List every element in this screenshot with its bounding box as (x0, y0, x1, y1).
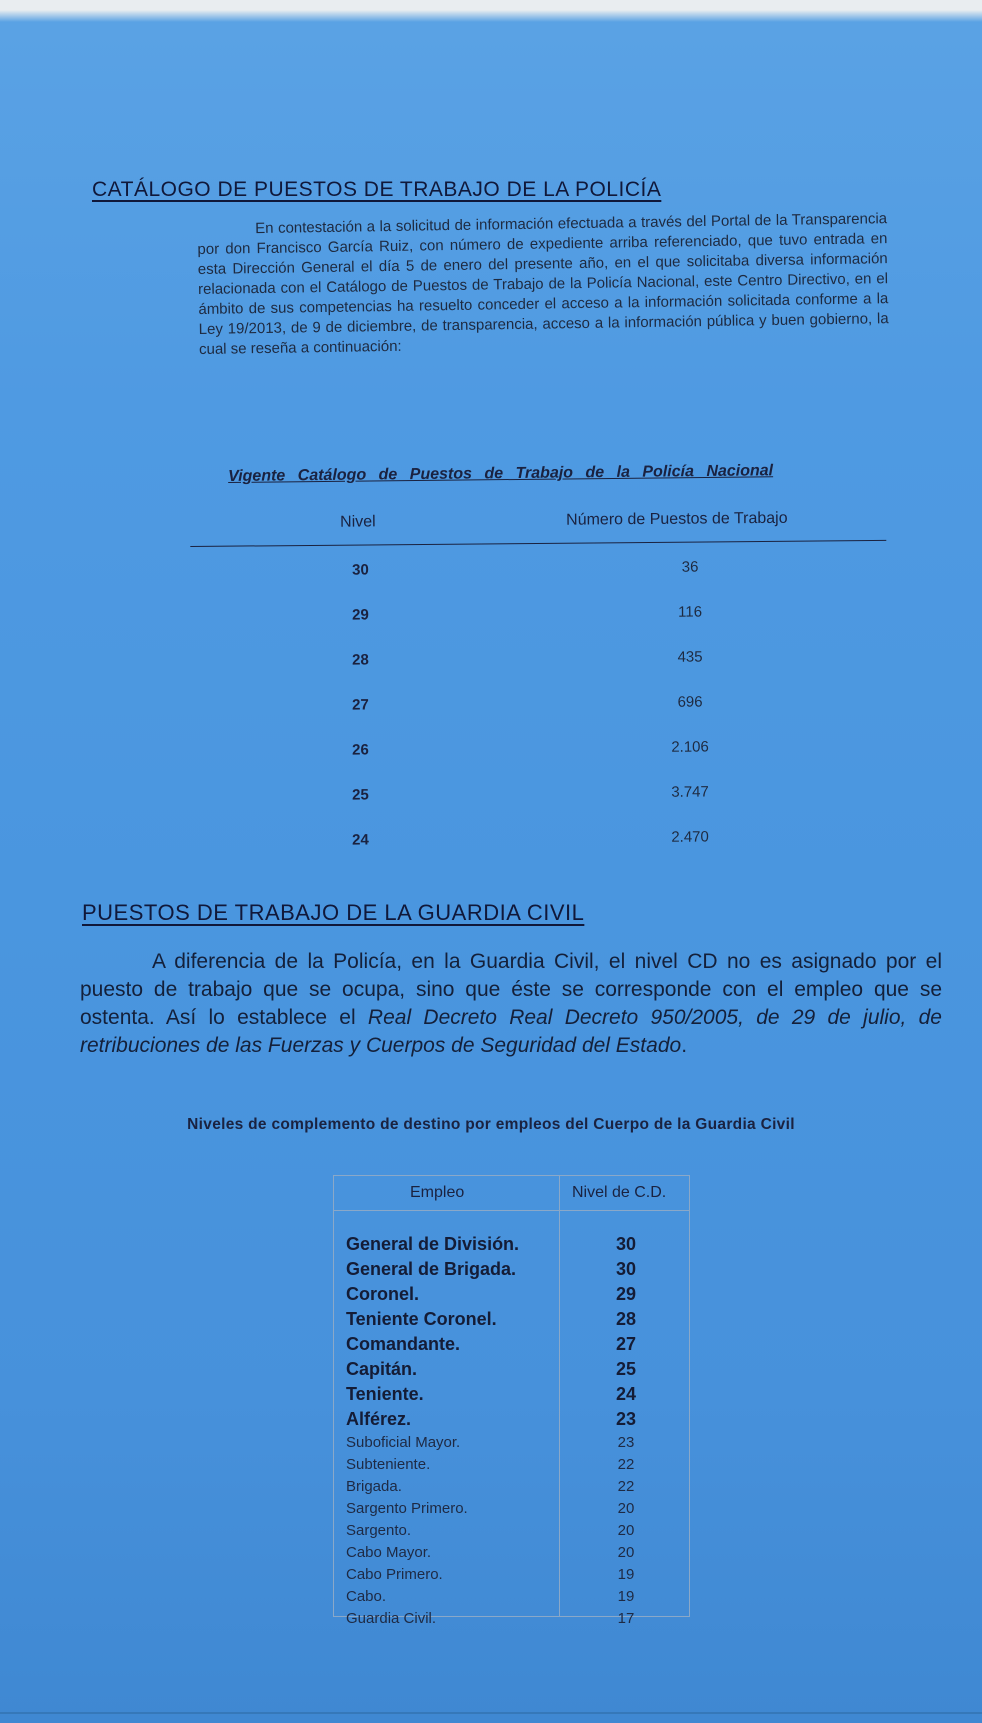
empleo-cell: Sargento Primero. (346, 1500, 468, 1517)
table-row (346, 1309, 686, 1334)
nivel-cell: 29 (615, 1284, 637, 1304)
intro-paragraph: En contestación a la solicitud de información efectuada a través del Portal de la Transparencia por don Francisco García Ruiz, con número de expediente arriba referenciado, que tuvo entrada en esta Dirección General el día 5 de enero del presente año, en el que solicitaba diversa información relacionada con el Catálogo de Puestos de Trabajo de la Policía Nacional, este Centro Directivo, en el ámbito de sus competencias ha resuelto conceder el acceso a la información solicitada conforme a la Ley 19/2013, de 9 de diciembre, de transparencia, acceso a la información pública y buen gobierno, la cual se reseña a continuación: (197, 210, 889, 358)
table-row (346, 1409, 686, 1434)
empleo-cell: Alférez. (346, 1409, 412, 1429)
empleo-cell: Coronel. (346, 1284, 420, 1304)
puestos-cell: 36 (681, 558, 699, 576)
guardia-civil-paragraph (80, 948, 942, 1060)
paragraph-plain-text: A diferencia de la Policía, en la Guardia Civil, el nivel CD no es asignado por el puesto de trabajo que se ocupa, sino que éste se corresponde con el empleo que se ostenta. Así lo establece el (80, 950, 942, 1029)
nivel-cell: 25 (351, 786, 369, 804)
table-row (190, 737, 886, 773)
empleo-cell: Sargento. (346, 1522, 412, 1539)
table-row (346, 1384, 686, 1409)
nivel-cell: 29 (351, 606, 369, 624)
empleo-cell: Subteniente. (346, 1456, 431, 1473)
nivel-cell: 25 (615, 1359, 637, 1379)
table-row (190, 602, 886, 638)
table-row (346, 1456, 686, 1478)
nivel-cell: 22 (617, 1456, 635, 1473)
empleo-cell: Capitán. (346, 1359, 418, 1379)
policia-table-header (190, 504, 886, 547)
empleo-cell: General de División. (346, 1234, 520, 1254)
nivel-cell: 22 (617, 1478, 635, 1495)
table-row (190, 557, 886, 593)
nivel-cell: 20 (617, 1544, 635, 1561)
nivel-cell: 19 (617, 1566, 635, 1583)
empleo-cell: Suboficial Mayor. (346, 1434, 461, 1451)
table-row (346, 1588, 686, 1610)
paragraph-italic-text: Real Decreto Real Decreto 950/2005, de 29 de julio, de retribuciones de las Fuerzas y Cuerpos de Seguridad del Estado (80, 1006, 942, 1057)
table-row (346, 1522, 686, 1544)
nivel-cell: 27 (351, 696, 369, 714)
table-row (190, 692, 886, 728)
puestos-cell: 435 (677, 648, 703, 666)
puestos-cell: 2.106 (671, 738, 709, 756)
nivel-cell: 26 (351, 741, 369, 759)
puestos-cell: 696 (677, 693, 703, 711)
section-title-guardia-civil: PUESTOS DE TRABAJO DE LA GUARDIA CIVIL (82, 900, 585, 925)
puestos-cell: 2.470 (671, 828, 709, 846)
empleo-cell: Comandante. (346, 1334, 461, 1354)
table-row (346, 1478, 686, 1500)
table-row (346, 1259, 686, 1284)
header-nivel-cd: Nivel de C.D. (572, 1184, 667, 1201)
guardia-civil-table (333, 1175, 690, 1627)
nivel-cell: 28 (615, 1309, 637, 1329)
nivel-cell: 23 (617, 1434, 635, 1451)
nivel-cell: 24 (351, 831, 369, 849)
nivel-cell: 17 (617, 1610, 635, 1627)
table-row (346, 1359, 686, 1384)
nivel-cell: 20 (617, 1522, 635, 1539)
header-empleo: Empleo (410, 1184, 465, 1201)
nivel-cell: 30 (615, 1259, 637, 1279)
table-row (346, 1566, 686, 1588)
page-bottom-edge (0, 1712, 982, 1714)
nivel-cell: 28 (351, 651, 369, 669)
table-row (346, 1284, 686, 1309)
empleo-cell: Cabo Primero. (346, 1566, 443, 1583)
empleo-cell: General de Brigada. (346, 1259, 517, 1279)
header-divider (334, 1210, 689, 1211)
header-numero-puestos: Número de Puestos de Trabajo (566, 509, 788, 529)
empleo-cell: Teniente Coronel. (346, 1309, 497, 1329)
nivel-cell: 19 (617, 1588, 635, 1605)
header-nivel: Nivel (340, 513, 376, 531)
nivel-cell: 20 (617, 1500, 635, 1517)
nivel-cell: 30 (351, 561, 369, 579)
table-row (190, 647, 886, 683)
policia-table-title: Vigente Catálogo de Puestos de Trabajo de la Policía Nacional (228, 462, 774, 485)
empleo-cell: Brigada. (346, 1478, 402, 1495)
guardia-civil-table-title: Niveles de complemento de destino por empleos del Cuerpo de la Guardia Civil (187, 1116, 795, 1133)
table-row (346, 1234, 686, 1259)
section-title-policia: CATÁLOGO DE PUESTOS DE TRABAJO DE LA POLICÍA (92, 178, 662, 201)
puestos-cell: 3.747 (671, 783, 709, 801)
nivel-cell: 27 (615, 1334, 637, 1354)
nivel-cell: 23 (615, 1409, 637, 1429)
puestos-cell: 116 (678, 603, 703, 621)
table-row (346, 1334, 686, 1359)
empleo-cell: Guardia Civil. (346, 1610, 437, 1627)
table-row (346, 1610, 686, 1632)
table-row (346, 1500, 686, 1522)
empleo-cell: Teniente. (346, 1384, 424, 1404)
paragraph-end-text: . (681, 1034, 688, 1057)
empleo-cell: Cabo Mayor. (346, 1544, 432, 1561)
nivel-cell: 24 (615, 1384, 637, 1404)
table-row (346, 1544, 686, 1566)
nivel-cell: 30 (615, 1234, 637, 1254)
table-row (190, 782, 886, 818)
table-row (346, 1434, 686, 1456)
table-row (190, 827, 886, 863)
empleo-cell: Cabo. (346, 1588, 387, 1605)
